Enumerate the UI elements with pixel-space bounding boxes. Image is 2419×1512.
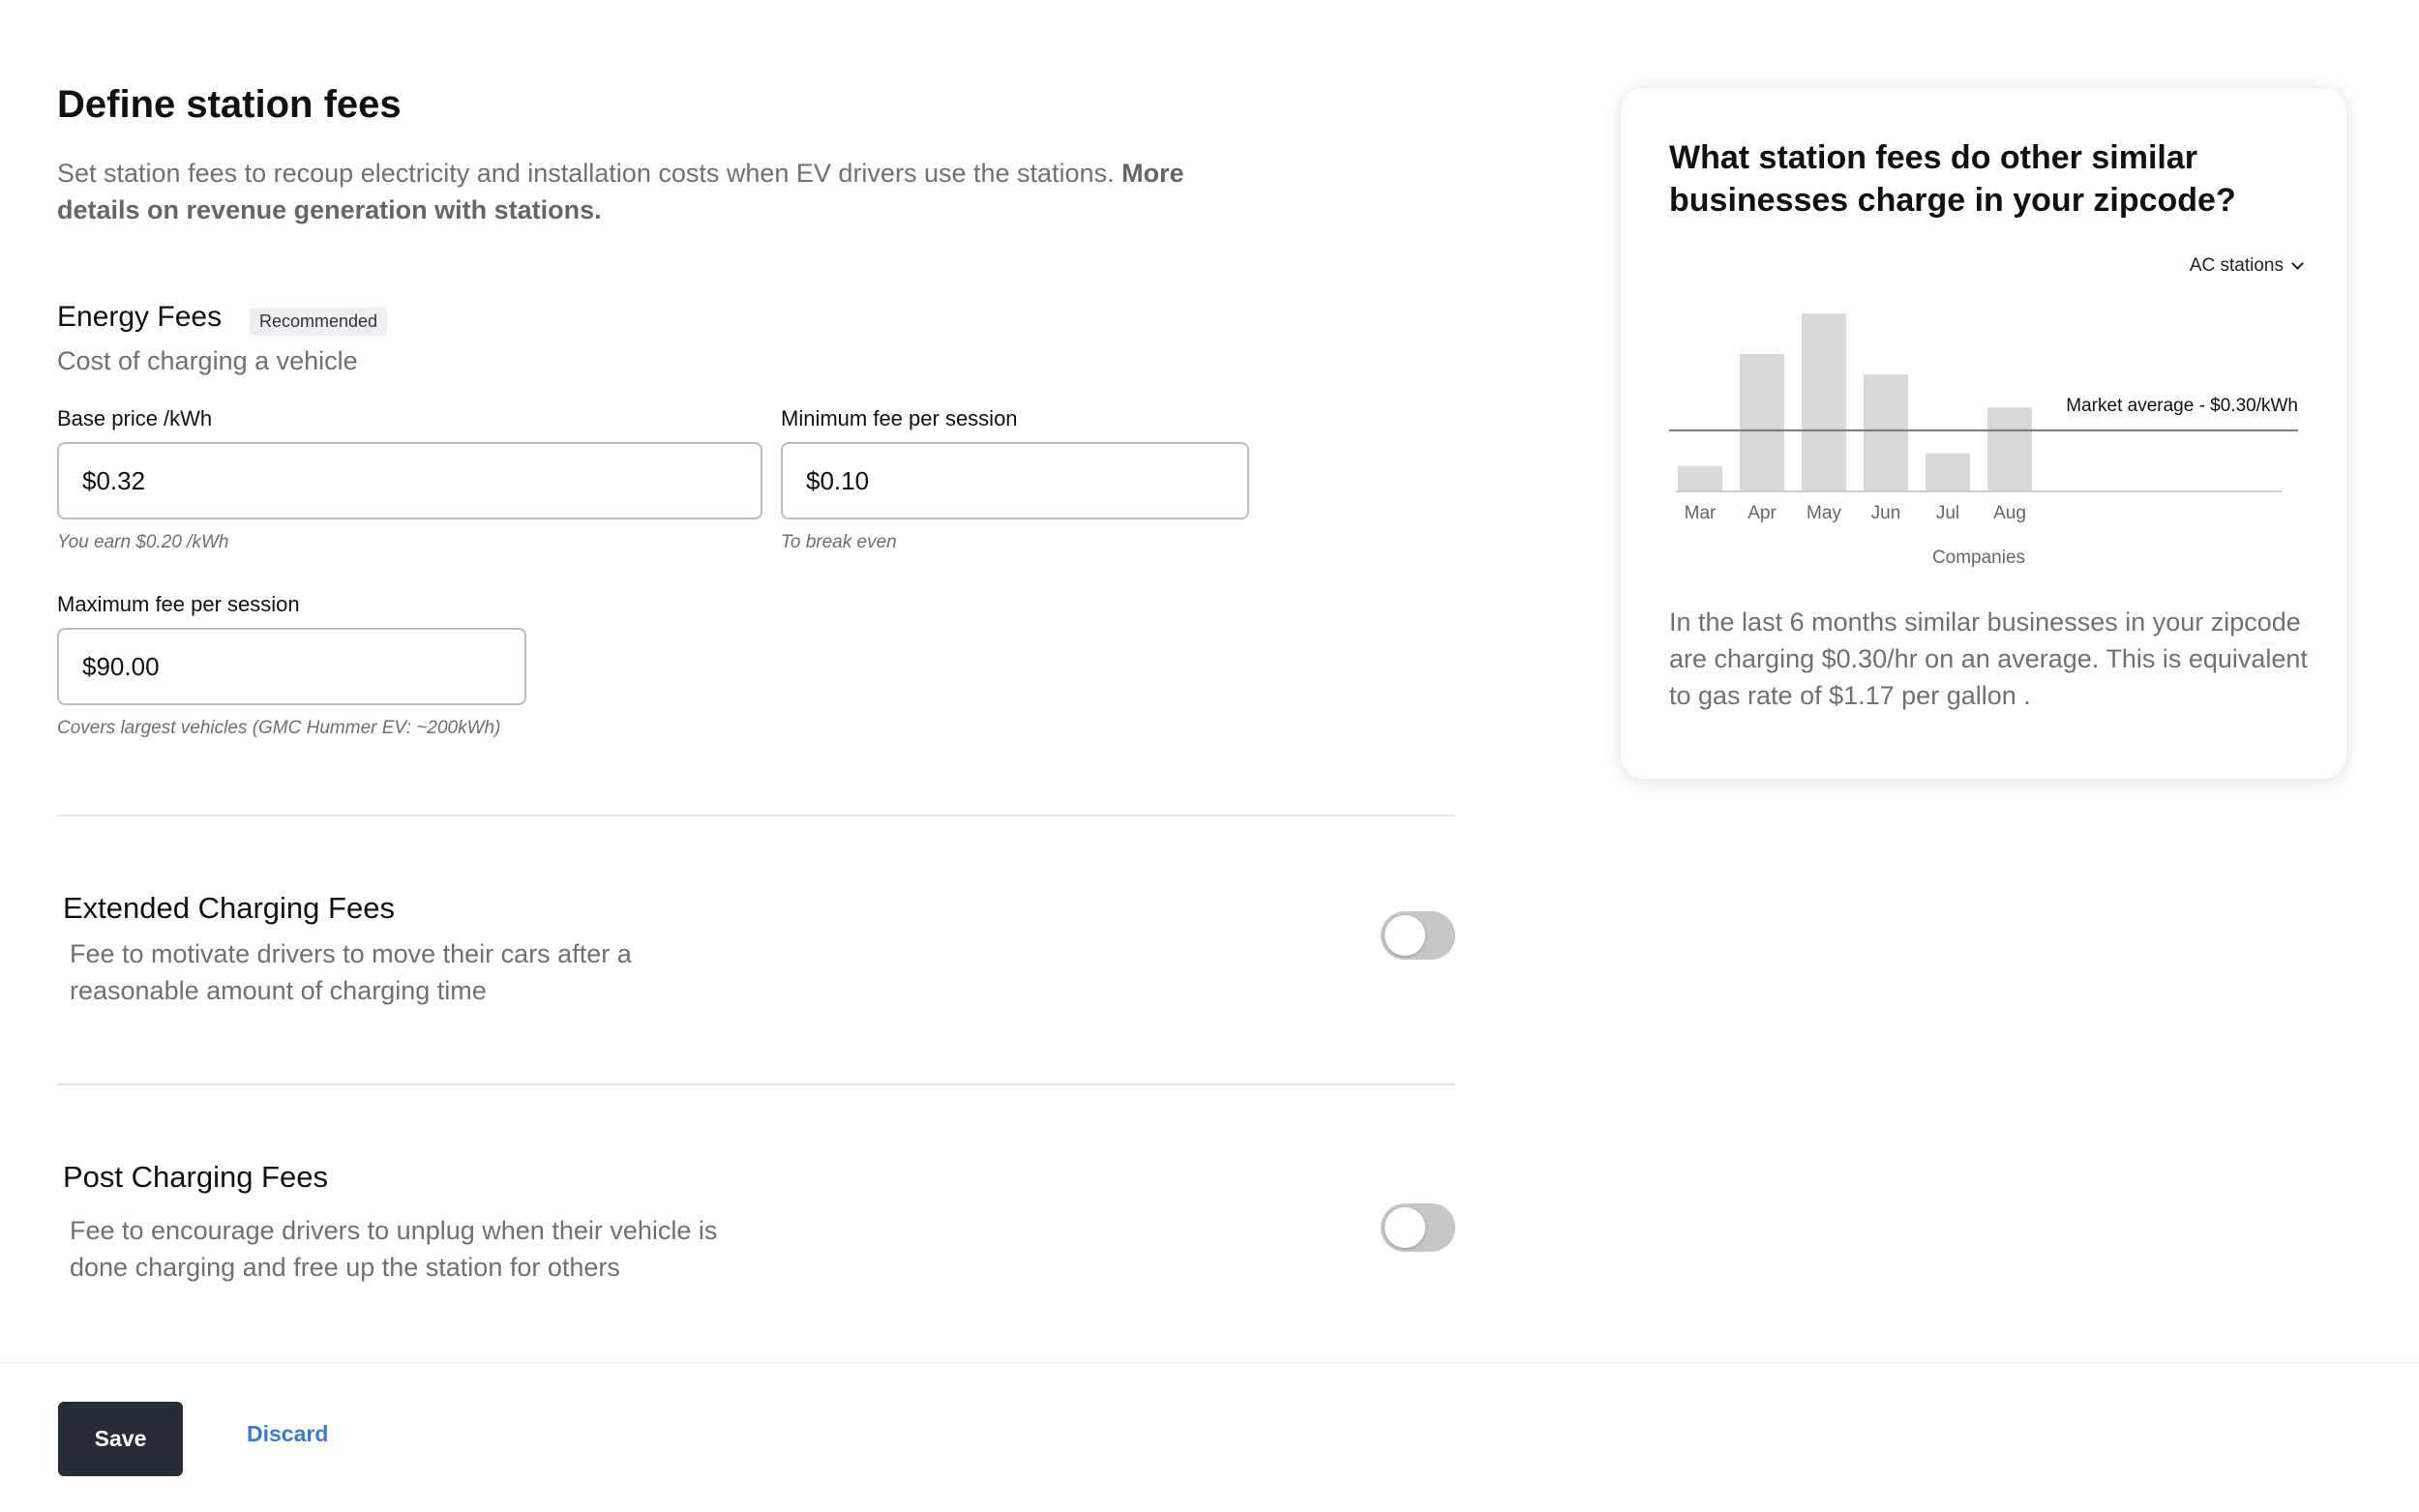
chart-x-tick-label: Jul — [1935, 503, 1960, 523]
post-fees-title: Post Charging Fees — [63, 1160, 328, 1194]
toggle-knob — [1385, 915, 1425, 956]
post-fees-toggle[interactable] — [1381, 1203, 1455, 1252]
card-title: What station fees do other similar businesses charge in your zipcode? — [1669, 139, 2236, 219]
station-type-value: AC stations — [2189, 255, 2284, 276]
chart-x-tick-label: Apr — [1747, 503, 1777, 523]
extended-fees-description: Fee to motivate drivers to move their cars after a reasonable amount of charging time — [70, 939, 632, 1005]
base-price-input[interactable] — [57, 442, 762, 519]
chart-bar — [1926, 454, 1970, 491]
post-fees-description: Fee to encourage drivers to unplug when their vehicle is done charging and free up the station for others — [70, 1216, 718, 1282]
page-description-text: Set station fees to recoup electricity and installation costs when EV drivers use the stations. — [57, 159, 1115, 188]
card-description: In the last 6 months similar businesses in your zipcode are charging $0.30/hr on an average. This is equivalent to gas rate of $1.17 per gallon . — [1669, 608, 2308, 710]
chart-bar — [1740, 354, 1784, 491]
max-fee-input[interactable] — [57, 628, 526, 705]
more-details-link[interactable]: More details on revenue generation with stations. — [57, 159, 1184, 224]
min-fee-hint: To break even — [781, 532, 897, 552]
extended-fees-toggle[interactable] — [1381, 911, 1455, 960]
energy-fees-title: Energy Fees — [57, 301, 223, 333]
min-fee-label: Minimum fee per session — [781, 406, 1018, 430]
base-price-label: Base price /kWh — [57, 406, 213, 430]
chart-x-tick-label: May — [1807, 503, 1841, 523]
fees-bar-chart — [1621, 88, 2346, 591]
chart-bar — [1864, 374, 1908, 491]
section-divider — [57, 815, 1455, 816]
max-fee-label: Maximum fee per session — [57, 592, 300, 616]
chart-x-tick-label: Jun — [1870, 503, 1901, 523]
footer-bar — [0, 1362, 2419, 1512]
max-fee-hint: Covers largest vehicles (GMC Hummer EV: ~200kWh) — [57, 718, 501, 738]
save-button[interactable]: Save — [58, 1402, 183, 1476]
chart-x-tick-label: Mar — [1684, 503, 1717, 523]
toggle-knob — [1385, 1207, 1425, 1248]
page-title: Define station fees — [57, 83, 402, 126]
market-comparison-card — [1621, 88, 2346, 779]
energy-fees-subtitle: Cost of charging a vehicle — [57, 346, 358, 375]
chart-bar — [1678, 466, 1722, 491]
section-divider — [57, 1083, 1455, 1085]
market-average-label: Market average - $0.30/kWh — [2066, 395, 2298, 416]
discard-button[interactable]: Discard — [247, 1421, 329, 1446]
recommended-badge: Recommended — [250, 308, 387, 336]
chart-x-tick-label: Aug — [1993, 503, 2026, 523]
base-price-hint: You earn $0.20 /kWh — [57, 532, 229, 552]
chart-x-axis-label: Companies — [1931, 548, 2026, 568]
min-fee-input[interactable] — [781, 442, 1249, 519]
chart-bar — [1987, 407, 2032, 491]
page-description — [57, 155, 1218, 228]
extended-fees-title: Extended Charging Fees — [63, 891, 395, 925]
chart-bar — [1802, 313, 1846, 491]
